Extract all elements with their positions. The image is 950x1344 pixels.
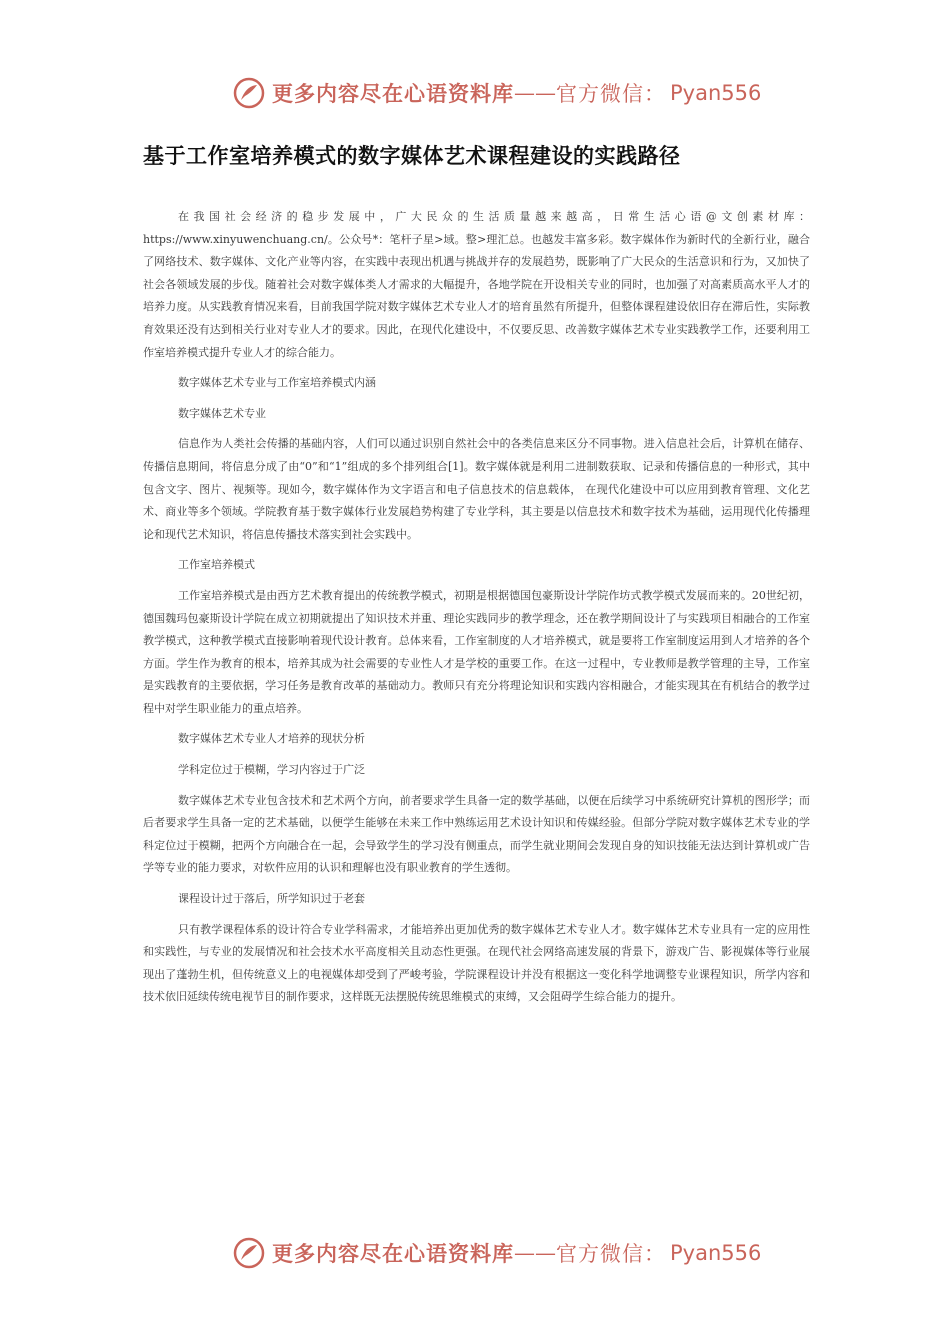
body-paragraph: 工作室培养模式是由西方艺术教育提出的传统教学模式，初期是根据德国包豪斯设计学院作坊式教学模式发展而来的。20世纪初，德国魏玛包豪斯设计学院在成立初期就提出了知识技术并重、理论实践同步的教学理念，还在教学期间设计了与实践项目相融合的工作室教学模式，这种教学模式直接影响着现代设计教育。总体来看，工作室制度的人才培养模式，就是要将工作室制度运用到人才培养的各个方面。学生作为教育的根本，培养其成为社会需要的专业性人才是学校的重要工作。在这一过程中，专业教师是教学管理的主导，工作室是实践教育的主要依据，学习任务是教育改革的基础动力。教师只有充分将理论知识和实践内容相融合，才能实现其在有机结合的教学过程中对学生职业能力的重点培养。 [143, 588, 810, 715]
section-heading: 数字媒体艺术专业与工作室培养模式内涵 [178, 376, 376, 390]
header-banner [232, 73, 761, 113]
subsection-heading: 数字媒体艺术专业 [178, 406, 266, 420]
banner-dash: —— [514, 81, 556, 105]
banner-wechat-label: 官方微信： [556, 1242, 666, 1266]
document-body [143, 206, 810, 1009]
footer-banner [232, 1233, 761, 1273]
subsection-heading: 学科定位过于模糊，学习内容过于广泛 [178, 763, 365, 777]
logo-icon [232, 1236, 266, 1270]
banner-wechat-id: Pyan556 [670, 1241, 762, 1265]
section-heading: 数字媒体艺术专业人才培养的现状分析 [178, 732, 365, 746]
subsection-heading: 课程设计过于落后，所学知识过于老套 [178, 892, 365, 906]
body-paragraph: 信息作为人类社会传播的基础内容，人们可以通过识别自然社会中的各类信息来区分不同事物。进入信息社会后，计算机在储存、传播信息期间，将信息分成了由“0”和“1”组成的多个排列组合[1]。数字媒体就是利用二进制数获取、记录和传播信息的一种形式，其中包含文字、图片、视频等。现如今，数字媒体作为文字语言和电子信息技术的信息载体， 在现代化建设中可以应用到教育管理、文化艺术、商业等多个领域。学院教育基于数字媒体行业发展趋势构建了专业学科，其主要是以信息技术和数字技术为基础，运用现代化传播理论和现代艺术知识，将信息传播技术落实到社会实践中。 [143, 437, 810, 541]
banner-wechat-id: Pyan556 [670, 81, 762, 105]
body-paragraph: 在我国社会经济的稳步发展中，广大民众的生活质量越来越高，日常生活心语@文创素材库：https://www.xinyuwenchuang.cn/。公众号*：笔杆子星>域。整>理汇总。也越发丰富多彩。数字媒体作为新时代的全新行业，融合了网络技术、数字媒体、文化产业等内容，在实践中表现出机遇与挑战并存的发展趋势，既影响了广大民众的生活意识和行为，又加快了社会各领域发展的步伐。随着社会对数字媒体类人才需求的大幅提升，各地学院在开设相关专业的同时，也加强了对高素质高水平人才的培养力度。从实践教育情况来看，目前我国学院对数字媒体艺术专业人才的培育虽然有所提升，但整体课程建设依旧存在滞后性，实际教育效果还没有达到相关行业对专业人才的要求。因此，在现代化建设中，不仅要反思、改善数字媒体艺术专业实践教学工作，还要利用工作室培养模式提升专业人才的综合能力。 [143, 210, 810, 359]
banner-brand-text: 更多内容尽在心语资料库 [272, 81, 514, 106]
banner-dash: —— [514, 1241, 556, 1265]
banner-wechat-label: 官方微信： [556, 82, 666, 106]
body-paragraph: 数字媒体艺术专业包含技术和艺术两个方向，前者要求学生具备一定的数学基础，以便在后续学习中系统研究计算机的图形学；而后者要求学生具备一定的艺术基础，以便学生能够在未来工作中熟练运用艺术设计知识和传媒经验。但部分学院对数字媒体艺术专业的学科定位过于模糊，把两个方向融合在一起，会导致学生的学习没有侧重点，而学生就业期间会发现自身的知识技能无法达到计算机或广告学等专业的能力要求，对软件应用的认识和理解也没有职业教育的学生透彻。 [143, 793, 810, 875]
banner-brand-text: 更多内容尽在心语资料库 [272, 1241, 514, 1266]
body-paragraph: 只有教学课程体系的设计符合专业学科需求，才能培养出更加优秀的数字媒体艺术专业人才。数字媒体艺术专业具有一定的应用性和实践性，与专业的发展情况和社会技术水平高度相关且动态性更强。在现代社会网络高速发展的背景下，游戏广告、影视媒体等行业展现出了蓬勃生机，但传统意义上的电视媒体却受到了严峻考验，学院课程设计并没有根据这一变化科学地调整专业课程知识，所学内容和技术依旧延续传统电视节目的制作要求，这样既无法摆脱传统思维模式的束缚，又会阻碍学生综合能力的提升。 [143, 922, 810, 1004]
logo-icon [232, 76, 266, 110]
subsection-heading: 工作室培养模式 [178, 558, 255, 572]
document-title: 基于工作室培养模式的数字媒体艺术课程建设的实践路径 [143, 144, 681, 168]
